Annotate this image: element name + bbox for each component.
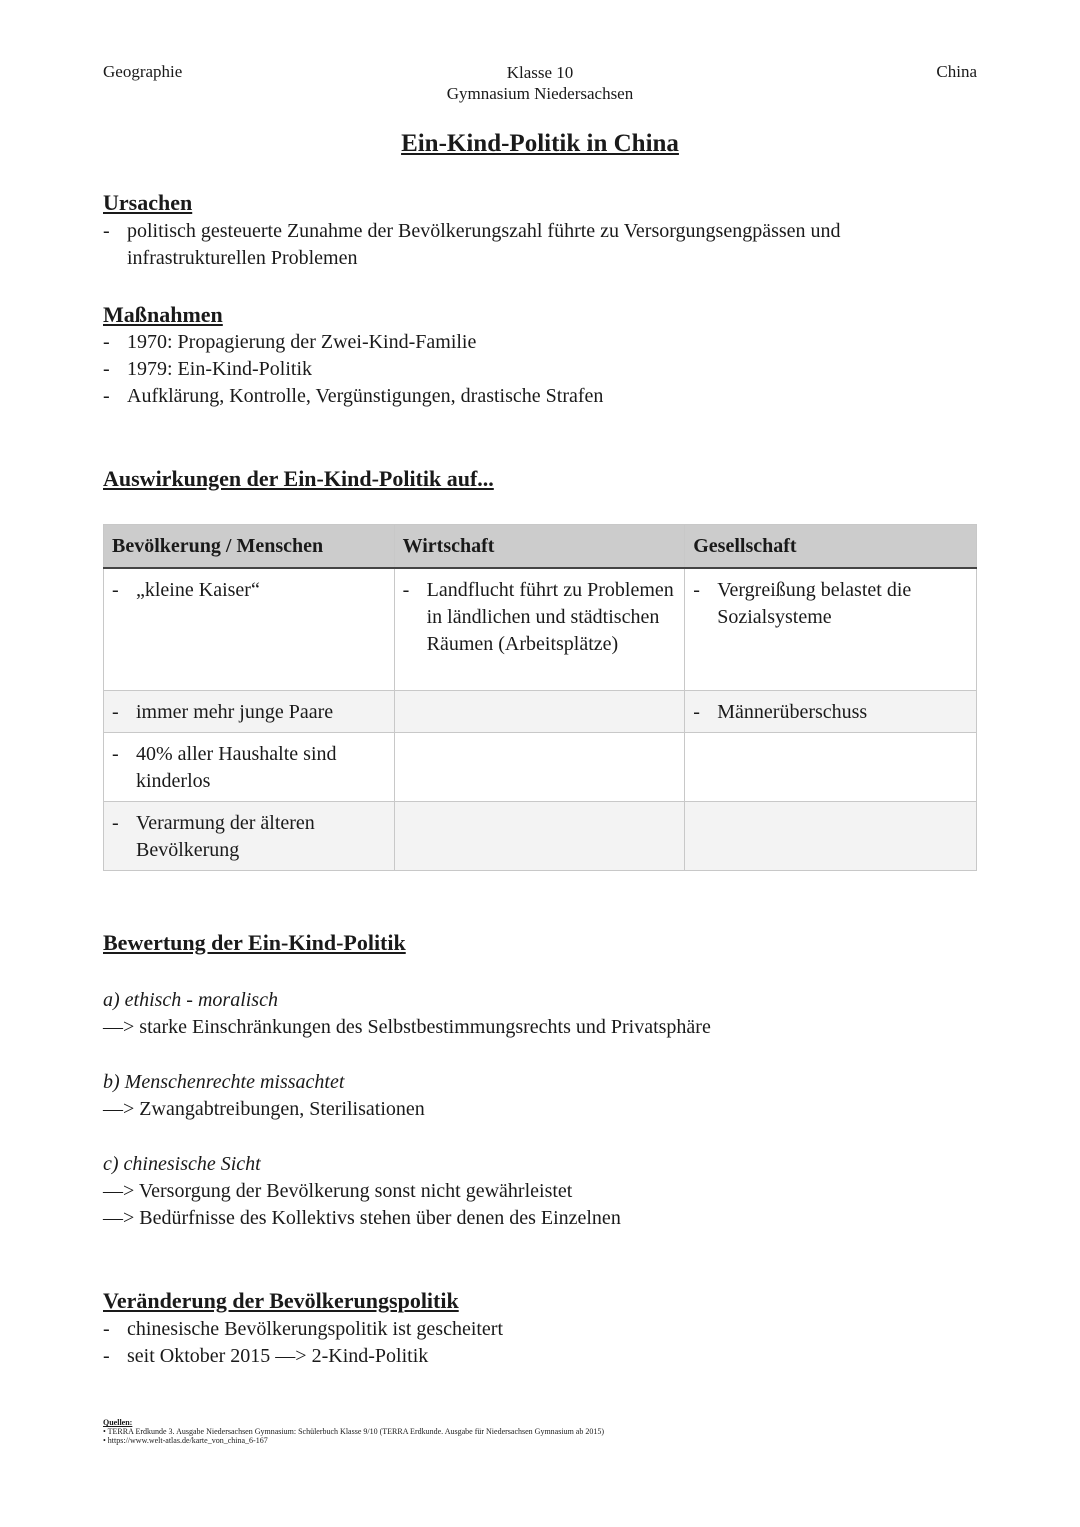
table-row <box>104 801 977 870</box>
effects-table <box>103 524 977 871</box>
header-center <box>0 62 1080 104</box>
evaluation-b-label: b) Menschenrechte missachtet <box>103 1071 345 1093</box>
dash-bullet: - <box>103 385 110 407</box>
cell-text: immer mehr junge Paare <box>136 700 334 723</box>
cell-text: Verarmung der älteren Bevölkerung <box>136 811 315 861</box>
table-cell <box>394 732 685 801</box>
cell-text: 40% aller Haushalte sind kinderlos <box>136 742 337 792</box>
dash-bullet: - <box>103 331 110 353</box>
table-cell <box>394 801 685 870</box>
measures-heading: Maßnahmen <box>103 302 223 327</box>
table-cell <box>685 568 977 690</box>
table-row <box>104 690 977 732</box>
dash-bullet: - <box>112 700 119 723</box>
header-class: Klasse 10 <box>506 63 574 82</box>
dash-bullet: - <box>402 579 410 601</box>
change-list <box>103 1316 983 1370</box>
dash-bullet: - <box>693 579 700 601</box>
table-cell <box>685 801 977 870</box>
effects-heading: Auswirkungen der Ein-Kind-Politik auf... <box>103 466 494 491</box>
header-subject: Geographie <box>103 62 183 81</box>
list-item <box>103 383 983 410</box>
table-cell <box>104 568 395 690</box>
evaluation-a-text: —> starke Einschränkungen des Selbstbestimmungsrechts und Privatsphäre <box>103 1016 711 1038</box>
header-topic: China <box>936 62 977 81</box>
list-item-text: 1970: Propagierung der Zwei-Kind-Familie <box>127 331 477 353</box>
dash-bullet: - <box>112 579 119 601</box>
dash-bullet: - <box>103 1318 110 1340</box>
list-item <box>103 218 983 272</box>
table-cell <box>685 690 977 732</box>
dash-bullet: - <box>112 742 119 765</box>
list-item-text: chinesische Bevölkerungspolitik ist gescheitert <box>127 1318 504 1340</box>
cell-text: Vergreißung belastet die Sozialsysteme <box>717 579 912 628</box>
list-item <box>103 1316 983 1343</box>
list-item-text: politisch gesteuerte Zunahme der Bevölkerungszahl führte zu Versorgungsengpässen und infrastrukturellen Problemen <box>127 220 841 269</box>
column-header: Wirtschaft <box>394 525 685 569</box>
table-row <box>104 568 977 690</box>
sources-label: Quellen: <box>103 1418 133 1427</box>
table-header-row <box>104 525 977 569</box>
list-item <box>103 356 983 383</box>
dash-bullet: - <box>103 358 110 380</box>
table-row <box>104 732 977 801</box>
table-cell <box>104 732 395 801</box>
page-title: Ein-Kind-Politik in China <box>401 130 679 157</box>
evaluation-heading: Bewertung der Ein-Kind-Politik <box>103 930 406 955</box>
dash-bullet: - <box>103 220 110 242</box>
list-item <box>103 1343 983 1370</box>
column-header: Gesellschaft <box>685 525 977 569</box>
evaluation-c-text-2: —> Bedürfnisse des Kollektivs stehen über denen des Einzelnen <box>103 1207 621 1229</box>
table-cell <box>394 690 685 732</box>
list-item-text: seit Oktober 2015 —> 2-Kind-Politik <box>127 1345 429 1367</box>
causes-list <box>103 218 983 272</box>
cell-text: Männerüberschuss <box>717 700 868 723</box>
column-header: Bevölkerung / Menschen <box>104 525 395 569</box>
dash-bullet: - <box>103 1345 110 1367</box>
measures-list <box>103 329 983 410</box>
source-item: • TERRA Erdkunde 3. Ausgabe Niedersachsen Gymnasium: Schülerbuch Klasse 9/10 (TERRA Erdkunde. Ausgabe für Niedersachsen Gymnasium ab 2015) <box>103 1427 604 1436</box>
list-item-text: Aufklärung, Kontrolle, Vergünstigungen, drastische Strafen <box>127 385 604 407</box>
evaluation-b-text: —> Zwangabtreibungen, Sterilisationen <box>103 1098 425 1120</box>
evaluation-b <box>103 1069 425 1123</box>
evaluation-a <box>103 987 711 1041</box>
header-school: Gymnasium Niedersachsen <box>446 84 634 103</box>
evaluation-a-label: a) ethisch - moralisch <box>103 989 278 1011</box>
list-item-text: 1979: Ein-Kind-Politik <box>127 358 312 380</box>
causes-heading: Ursachen <box>103 190 193 215</box>
table-cell <box>104 690 395 732</box>
evaluation-c <box>103 1151 621 1232</box>
dash-bullet: - <box>112 811 119 834</box>
evaluation-c-label: c) chinesische Sicht <box>103 1153 261 1175</box>
list-item <box>103 329 983 356</box>
table-cell <box>685 732 977 801</box>
table-cell <box>104 801 395 870</box>
sources <box>103 1418 604 1445</box>
evaluation-c-text-1: —> Versorgung der Bevölkerung sonst nicht gewährleistet <box>103 1180 573 1202</box>
table-cell <box>394 568 685 690</box>
cell-text: „kleine Kaiser“ <box>136 579 260 601</box>
cell-text: Landflucht führt zu Problemen in ländlichen und städtischen Räumen (Arbeitsplätze) <box>426 579 674 655</box>
dash-bullet: - <box>693 700 700 723</box>
source-item[interactable]: • https://www.welt-atlas.de/karte_von_china_6-167 <box>103 1436 268 1445</box>
change-heading: Veränderung der Bevölkerungspolitik <box>103 1288 459 1313</box>
